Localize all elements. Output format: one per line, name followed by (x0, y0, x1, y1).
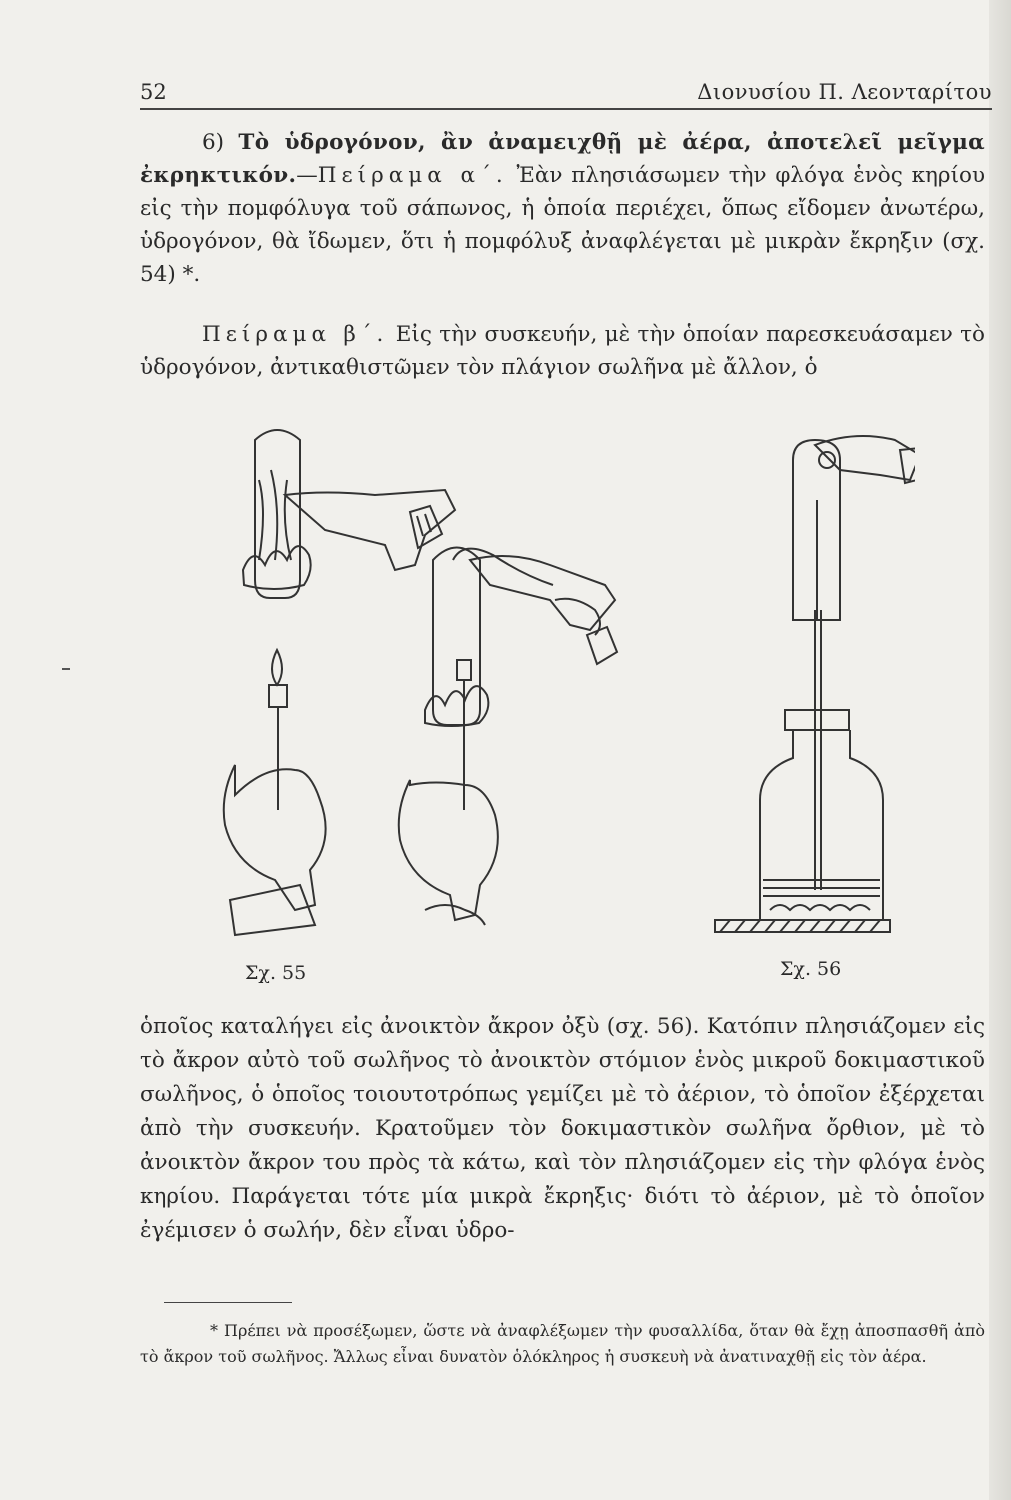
fig56-base-plate (715, 920, 890, 932)
fig56-delivery-tube (815, 610, 821, 890)
page-edge-shadow (989, 0, 1011, 1500)
experiment-a-label: Πείραμα α΄. (317, 163, 508, 188)
section-heading: Τὸ ὑδρογόνον, ἂν ἀναμειχθῇ μὲ ἀέρα, ἀποτελεῖ μεῖγμα ἐκρηκτικόν. (140, 130, 985, 188)
experiment-b-text: Εἰς τὴν συσκευήν, μὲ τὴν ὁποίαν παρεσκευάσαμεν τὸ ὑδρογόνον, ἀντικαθιστῶμεν τὸν πλάγιον σωλῆνα μὲ ἄλλον, ὁ (140, 322, 985, 380)
fig55-hand-holding-tube-center (470, 556, 617, 664)
section-number: 6) (202, 130, 239, 155)
footnote (140, 1318, 985, 1370)
footnote-rule (164, 1302, 292, 1303)
fig55-candle-center (457, 660, 471, 810)
page-header (140, 72, 992, 112)
paragraph-continuation: ὁποῖος καταλήγει εἰς ἀνοικτὸν ἄκρον ὀξὺ (σχ. 56). Κατόπιν πλησιάζομεν εἰς τὸ ἄκρον αὐτὸ τοῦ σωλῆνος τὸ ἀνοικτὸν στόμιον ἑνὸς μικροῦ δοκιμαστικοῦ σωλῆνος, ὁ ὁποῖος τοιουτοτρόπως γεμίζει μὲ τὸ ἀέριον, τὸ ὁποῖον ἐξέρχεται ἀπὸ τὴν συσκευήν. Κρατοῦμεν τὸν δοκιμαστικὸν σωλῆνα ὄρθιον, μὲ τὸ ἀνοικτὸν ἄκρον του πρὸς τὰ κάτω, καὶ τὸν πλησιάζομεν εἰς τὴν φλόγα ἑνὸς κηρίου. Παράγεται τότε μία μικρὰ ἔκρηξις· διότι τὸ ἀέριον, μὲ τὸ ὁποῖον ἐγέμισεν ὁ σωλήν, δὲν εἶναι ὑδρο- (140, 1014, 985, 1243)
running-head: Διονυσίου Π. Λεονταρίτου (697, 80, 992, 104)
fig55-candle-left (269, 650, 287, 810)
fig55-hand-holding-candle-center (399, 780, 498, 925)
paragraph-experiment-b (140, 318, 985, 384)
figures-area (195, 420, 915, 1000)
page-number: 52 (140, 80, 167, 104)
apparatus-illustrations (195, 420, 915, 1000)
heading-dash: — (296, 163, 318, 188)
fig55-center-test-tube (425, 548, 553, 727)
paragraph-section-6 (140, 126, 985, 291)
margin-mark (62, 668, 70, 670)
header-rule (140, 108, 992, 110)
figure-caption-55: Σχ. 55 (245, 962, 307, 984)
fig56-inverted-test-tube (793, 440, 840, 620)
experiment-b-label: Πείραμα β΄. (202, 322, 389, 347)
footnote-text: * Πρέπει νὰ προσέξωμεν, ὥστε νὰ ἀναφλέξωμεν τὴν φυσαλλίδα, ὅταν θὰ ἔχῃ ἀποσπασθῆ ἀπὸ τὸ ἄκρον τοῦ σωλῆνος. Ἄλλως εἶναι δυνατὸν ὁλόκληρος ἡ συσκευὴ νὰ ἀνατιναχθῇ εἰς τὸν ἀέρα. (140, 1321, 985, 1366)
fig55-hand-holding-candle-left (224, 765, 326, 935)
figure-caption-56: Σχ. 56 (780, 958, 842, 980)
experiment-a-text: Ἐὰν πλησιάσωμεν τὴν φλόγα ἑνὸς κηρίου εἰς τὴν πομφόλυγα τοῦ σάπωνος, ἡ ὁποία περιέχει, ὅπως εἴδομεν ἀνωτέρω, ὑδρογόνον, θὰ ἴδωμεν, ὅτι ἡ πομφόλυξ ἀναφλέγεται μὲ μικρὰν ἔκρηξιν (σχ. 54) *. (140, 163, 986, 287)
fig55-left-test-tube (243, 430, 311, 598)
